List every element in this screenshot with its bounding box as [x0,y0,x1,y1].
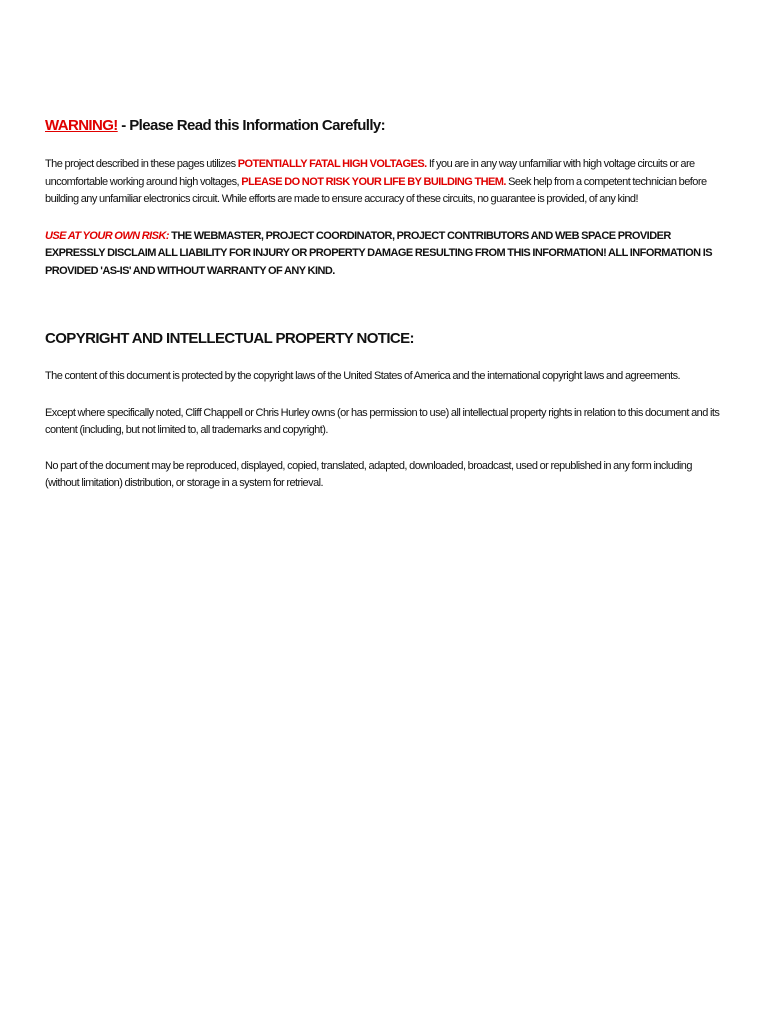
fatal-voltage-warning: POTENTIALLY FATAL HIGH VOLTAGES. [237,158,427,170]
copyright-paragraph-3: No part of the document may be reproduced, displayed, copied, translated, adapted, downloaded, broadcast, used or republished in any form including (without limitation) distribution, or storage in a system for retrieval. [45,459,692,489]
warning-text-part-3: Seek help from a competent technician before building any unfamiliar electronics circuit. While efforts are made to ensure accuracy of these circuits, no guarantee is provided, of any kind! [45,175,707,205]
warning-text-part-1: The project described in these pages utilizes [45,158,238,170]
copyright-heading: COPYRIGHT AND INTELLECTUAL PROPERTY NOTICE: [45,330,414,347]
document-page [45,116,725,493]
copyright-paragraph-2: Except where specifically noted, Cliff Chappell or Chris Hurley owns (or has permission to use) all intellectual property rights in relation to this document and its content (including, but not limited to, all trademarks and copyright). [45,406,720,436]
warning-label: WARNING! [45,117,118,134]
warning-heading-text: - Please Read this Information Carefully: [117,117,386,134]
own-risk-label: USE AT YOUR OWN RISK: [45,229,169,242]
risk-life-warning: PLEASE DO NOT RISK YOUR LIFE BY BUILDING THEM. [241,175,506,188]
warning-paragraph [45,156,725,209]
warning-heading [45,116,725,136]
disclaimer-text: THE WEBMASTER, PROJECT COORDINATOR, PROJECT CONTRIBUTORS AND WEB SPACE PROVIDER EXPRESSLY DISCLAIM ALL LIABILITY FOR INJURY OR PROPERTY DAMAGE RESULTING FROM THIS INFORMATION! ALL INFORMATION IS PROVIDED 'AS-IS' AND WITHOUT WARRANTY OF ANY KIND. [45,229,712,277]
disclaimer-paragraph [45,228,725,281]
copyright-paragraph-1: The content of this document is protected by the copyright laws of the United States of America and the international copyright laws and agreements. [45,370,681,382]
warning-text-part-2: If you are in any way unfamiliar with high voltage circuits or are uncomfortable working around high voltages, [45,158,695,188]
